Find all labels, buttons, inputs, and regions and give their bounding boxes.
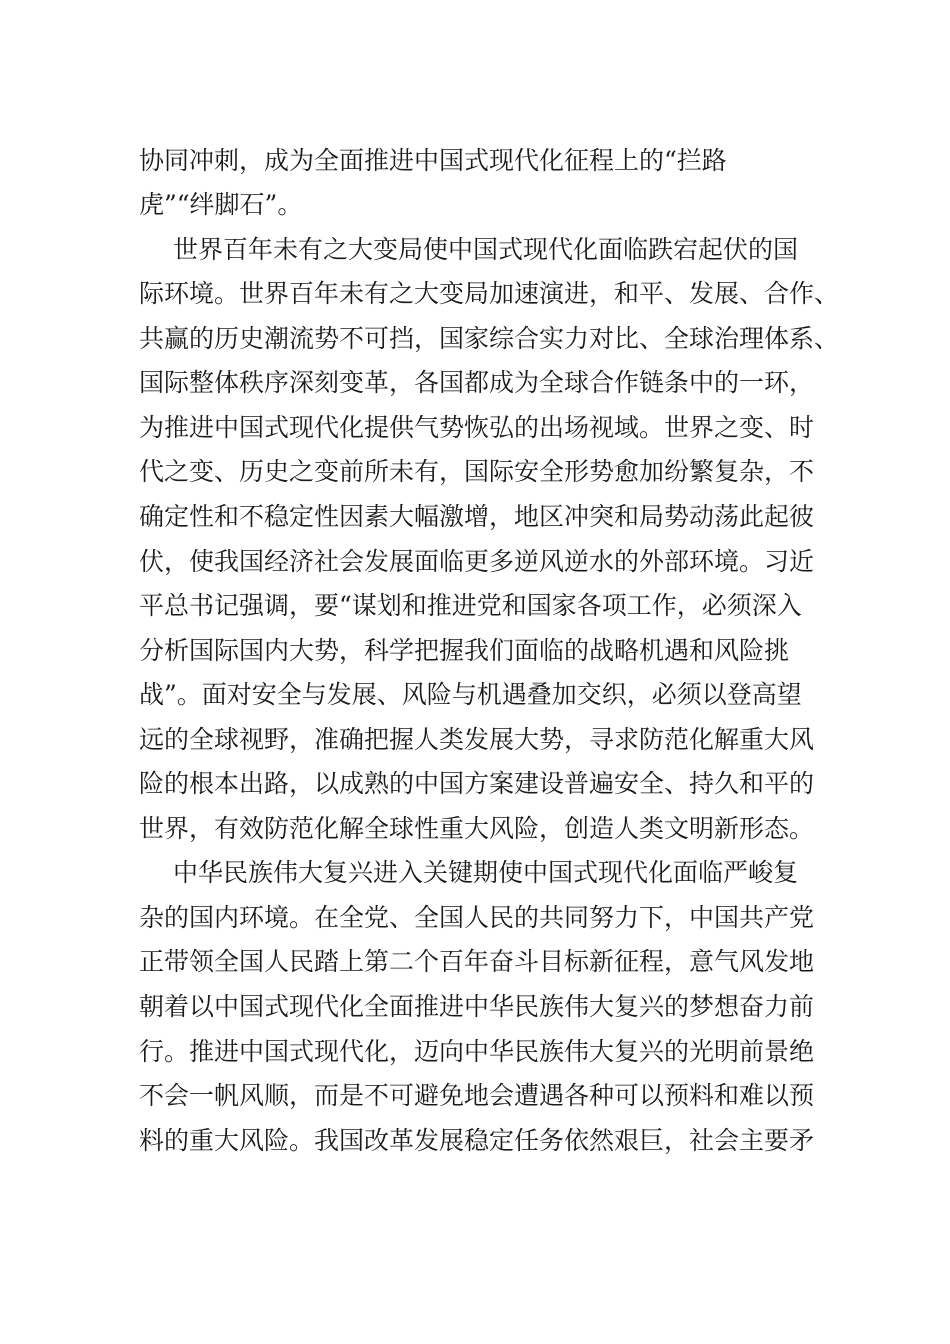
text-line: 料的重大风险。我国改革发展稳定任务依然艰巨，社会主要矛 xyxy=(139,1126,815,1155)
text-line: 不会一帆风顺，而是不可避免地会遭遇各种可以预料和难以预 xyxy=(139,1081,815,1110)
text-line: 行。推进中国式现代化，迈向中华民族伟大复兴的光明前景绝 xyxy=(139,1037,815,1066)
text-line: 确定性和不稳定性因素大幅激增，地区冲突和局势动荡此起彼 xyxy=(139,502,815,531)
text-line: 际环境。世界百年未有之大变局加速演进，和平、发展、合作、 xyxy=(139,279,840,308)
text-line: 险的根本出路，以成熟的中国方案建设普遍安全、持久和平的 xyxy=(139,769,815,798)
paragraph-first-line: 中华民族伟大复兴进入关键期使中国式现代化面临严峻复 xyxy=(173,858,799,887)
text-line: 战”。面对安全与发展、风险与机遇叠加交织，必须以登高望 xyxy=(139,680,802,709)
text-line: 协同冲刺，成为全面推进中国式现代化征程上的“拦路 xyxy=(139,146,727,175)
paragraph-first-line: 世界百年未有之大变局使中国式现代化面临跌宕起伏的国 xyxy=(173,235,799,264)
text-line: 分析国际国内大势，科学把握我们面临的战略机遇和风险挑 xyxy=(139,636,790,665)
text-line: 朝着以中国式现代化全面推进中华民族伟大复兴的梦想奋力前 xyxy=(139,992,815,1021)
text-line: 为推进中国式现代化提供气势恢弘的出场视域。世界之变、时 xyxy=(139,413,815,442)
text-line: 远的全球视野，准确把握人类发展大势，寻求防范化解重大风 xyxy=(139,725,815,754)
text-line: 共赢的历史潮流势不可挡，国家综合实力对比、全球治理体系、 xyxy=(139,324,840,353)
text-line: 虎”“绊脚石”。 xyxy=(139,190,303,219)
text-line: 杂的国内环境。在全党、全国人民的共同努力下，中国共产党 xyxy=(139,903,815,932)
text-line: 平总书记强调，要“谋划和推进党和国家各项工作，必须深入 xyxy=(139,591,802,620)
text-line: 正带领全国人民踏上第二个百年奋斗目标新征程，意气风发地 xyxy=(139,947,815,976)
text-line: 国际整体秩序深刻变革，各国都成为全球合作链条中的一环， xyxy=(139,368,815,397)
text-line: 代之变、历史之变前所未有，国际安全形势愈加纷繁复杂，不 xyxy=(139,457,815,486)
text-line: 伏，使我国经济社会发展面临更多逆风逆水的外部环境。习近 xyxy=(139,547,815,576)
text-line: 世界，有效防范化解全球性重大风险，创造人类文明新形态。 xyxy=(139,814,815,843)
